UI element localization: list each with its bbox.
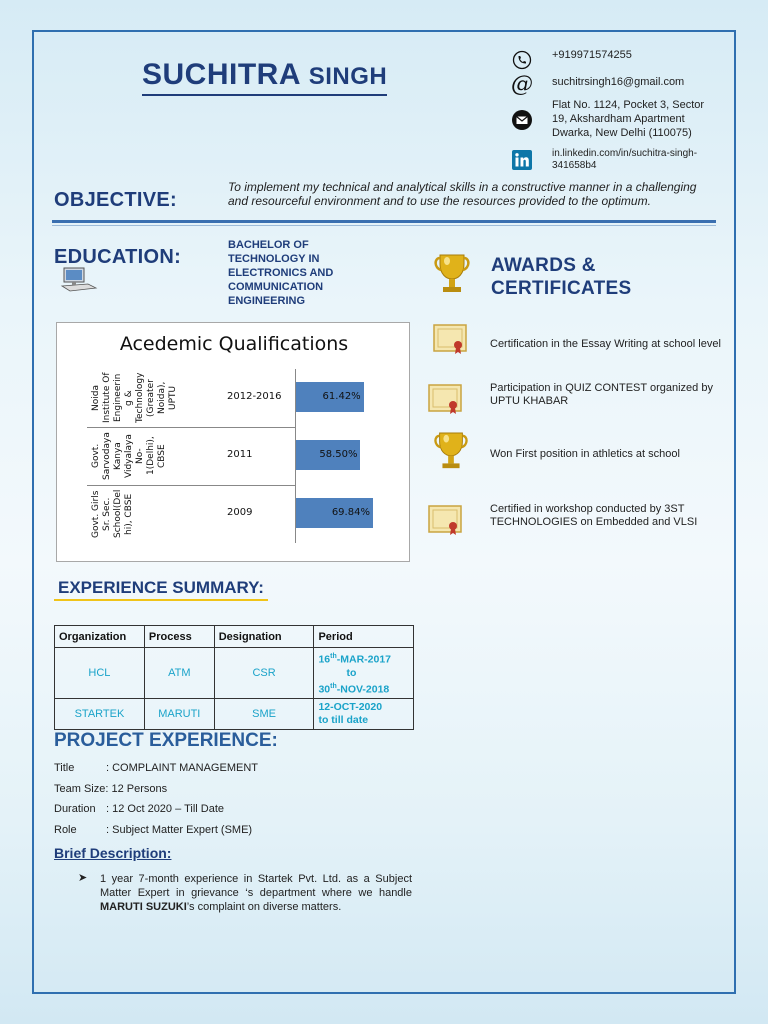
last-name: SINGH (308, 63, 388, 90)
brief-description-heading: Brief Description: (54, 845, 172, 861)
column-header: Designation (214, 626, 314, 648)
certificate-icon (428, 384, 464, 421)
project-heading: PROJECT EXPERIENCE: (54, 730, 278, 751)
postal-address: Flat No. 1124, Pocket 3, Sector 19, Akshardham Apartment Dwarka, New Delhi (110075) (552, 99, 705, 139)
chart-data-label: 69.84% (331, 507, 370, 518)
column-header: Process (144, 626, 214, 648)
chart-year-label: 2009 (227, 507, 253, 518)
at-sign-icon: @ (511, 71, 533, 97)
table-header-row (55, 626, 414, 648)
awards-heading (491, 254, 631, 300)
contact-address (510, 98, 722, 140)
objective-heading: OBJECTIVE: (54, 189, 178, 211)
award-item: Certification in the Essay Writing at school level (490, 338, 721, 350)
academic-chart (56, 322, 410, 562)
award-item: Won First position in athletics at school (490, 448, 680, 460)
certificate-icon (428, 505, 464, 542)
contact-email (510, 72, 722, 96)
awards-heading-line1: AWARDS & (491, 255, 596, 276)
chart-year-label: 2011 (227, 449, 253, 460)
experience-heading: EXPERIENCE SUMMARY: (54, 578, 268, 601)
section-divider-shadow (52, 225, 716, 226)
phone-icon (510, 48, 534, 72)
brief-description-text: 1 year 7-month experience in Startek Pvt. Ltd. as a Subject Matter Expert in grievance ‘s department where we handle MARUTI SUZUKI’s complaint on diverse matters. (100, 873, 412, 913)
table-row (55, 699, 414, 730)
education-heading: EDUCATION: (54, 246, 182, 268)
chart-gridline (87, 427, 295, 428)
cell-period: 12-OCT-2020 to till date (314, 699, 414, 730)
project-role-field: Role : Subject Matter Expert (SME) (54, 824, 253, 836)
certificate-icon (433, 324, 469, 361)
objective-text: To implement my technical and analytical skills in a constructive manner in a challenging and resourceful environment and to use the resources provided to the optimum. (228, 180, 697, 208)
chart-year-label: 2012-2016 (227, 391, 282, 402)
cell-organization: HCL (55, 648, 145, 699)
cell-process: ATM (144, 648, 214, 699)
phone-number: +919971574255 (552, 49, 632, 61)
project-duration-field: Duration : 12 Oct 2020 – Till Date (54, 803, 225, 815)
cell-organization: STARTEK (55, 699, 145, 730)
trophy-icon (432, 252, 472, 303)
chart-institution-label: Noida Institute Of Engineerin g & Technology (Greater Noida), UPTU (91, 372, 178, 424)
award-item: Participation in QUIZ CONTEST organized by UPTU KHABAR (490, 382, 713, 407)
column-header: Organization (55, 626, 145, 648)
cell-period: 16th-MAR-2017 to 30th-NOV-2018 (314, 648, 414, 699)
chart-data-label: 61.42% (322, 391, 361, 402)
linkedin-icon (510, 148, 534, 172)
cell-designation: CSR (214, 648, 314, 699)
cell-designation: SME (214, 699, 314, 730)
project-title-field: Title : COMPLAINT MANAGEMENT (54, 762, 258, 774)
computer-icon (60, 266, 100, 299)
chart-gridline (87, 485, 295, 486)
linkedin-url[interactable]: in.linkedin.com/in/suchitra-singh-341658b4 (552, 148, 698, 171)
email-address[interactable]: suchitrsingh16@gmail.com (552, 76, 685, 88)
chart-data-label: 58.50% (319, 449, 358, 460)
chart-institution-label: Govt. Girls Sr. Sec. School(Del hi), CBSE (91, 489, 134, 539)
column-header: Period (314, 626, 414, 648)
awards-heading-line2: CERTIFICATES (491, 278, 632, 299)
experience-table (54, 625, 414, 730)
section-divider (52, 220, 716, 223)
first-name: SUCHITRA (142, 58, 300, 91)
cell-process: MARUTI (144, 699, 214, 730)
envelope-icon (510, 108, 534, 132)
chart-institution-label: Govt. Sarvodaya Kanya Vidyalaya No-1(Delhi), CBSE (91, 432, 167, 480)
degree-text: BACHELOR OF TECHNOLOGY IN ELECTRONICS AND COMMUNICATION ENGINEERING (228, 239, 334, 307)
bullet-arrow-icon: ➤ (78, 872, 88, 884)
contact-phone (510, 48, 722, 72)
trophy-icon (432, 430, 470, 479)
candidate-name (142, 58, 387, 96)
contact-linkedin (510, 148, 712, 172)
table-row (55, 648, 414, 699)
award-item: Certified in workshop conducted by 3ST TECHNOLOGIES on Embedded and VLSI (490, 503, 698, 528)
project-team-field: Team Size: 12 Persons (54, 783, 168, 795)
chart-title: Acedemic Qualifications (119, 333, 349, 355)
